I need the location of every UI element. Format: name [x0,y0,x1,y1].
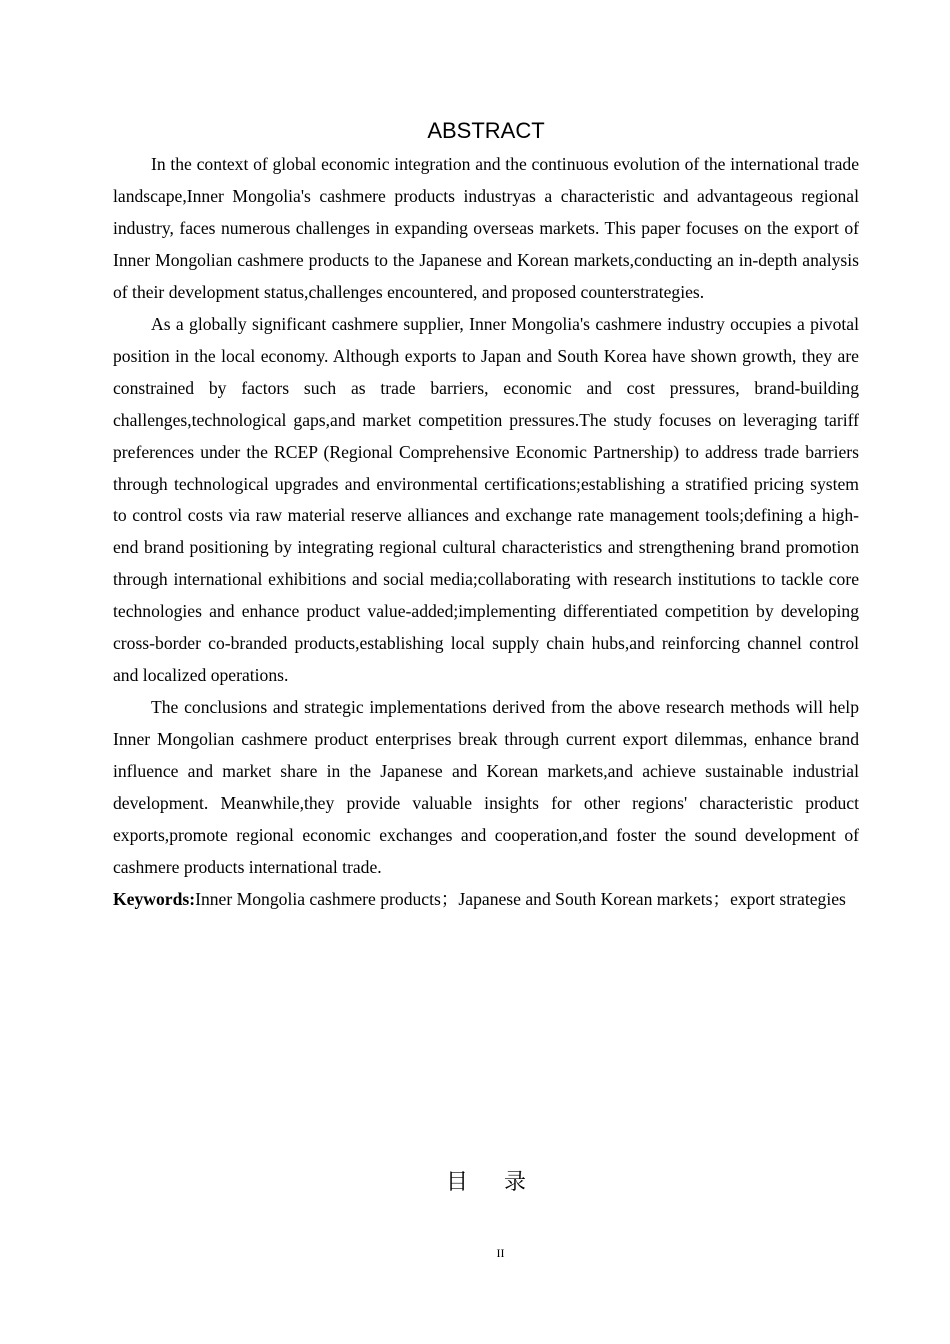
abstract-paragraph: The conclusions and strategic implementations derived from the above research methods will help Inner Mongolian cashmere product enterprises break through current export dilemmas, enhance brand influence and market share in the Japanese and Korean markets,and achieve sustainable industrial development. Meanwhile,they provide valuable insights for other regions' characteristic product exports,promote regional economic exchanges and cooperation,and foster the sound development of cashmere products international trade. [113,697,859,877]
keywords-line [113,884,859,916]
keywords-label: Keywords: [113,888,196,909]
abstract-body [113,149,859,916]
keywords-text: Inner Mongolia cashmere products；Japanese and South Korean markets；export strategies [195,888,846,909]
abstract-paragraph: As a globally significant cashmere supplier, Inner Mongolia's cashmere industry occupies a pivotal position in the local economy. Although exports to Japan and South Korea have shown growth, they are constrained by factors such as trade barriers, economic and cost pressures, brand-building challenges,technological gaps,and market competition pressures.The study focuses on leveraging tariff preferences under the RCEP (Regional Comprehensive Economic Partnership) to address trade barriers through technological upgrades and environmental certifications;establishing a stratified pricing system to control costs via raw material reserve alliances and exchange rate management tools;defining a high-end brand positioning by integrating regional cultural characteristics and strengthening brand promotion through international exhibitions and social media;collaborating with research institutions to tackle core technologies and enhance product value-added;implementing differentiated competition by developing cross-border co-branded products,establishing local supply chain hubs,and reinforcing channel control and localized operations. [113,313,859,686]
toc-title: 目录 [445,1170,562,1195]
abstract-title: ABSTRACT [427,118,545,143]
abstract-paragraph: In the context of global economic integration and the continuous evolution of the international trade landscape,Inner Mongolia's cashmere products industryas a characteristic and advantageous regional industry, faces numerous challenges in expanding overseas markets. This paper focuses on the export of Inner Mongolian cashmere products to the Japanese and Korean markets,conducting an in-depth analysis of their development status,challenges encountered, and proposed counterstrategies. [113,154,859,302]
page-number: II [496,1246,505,1260]
